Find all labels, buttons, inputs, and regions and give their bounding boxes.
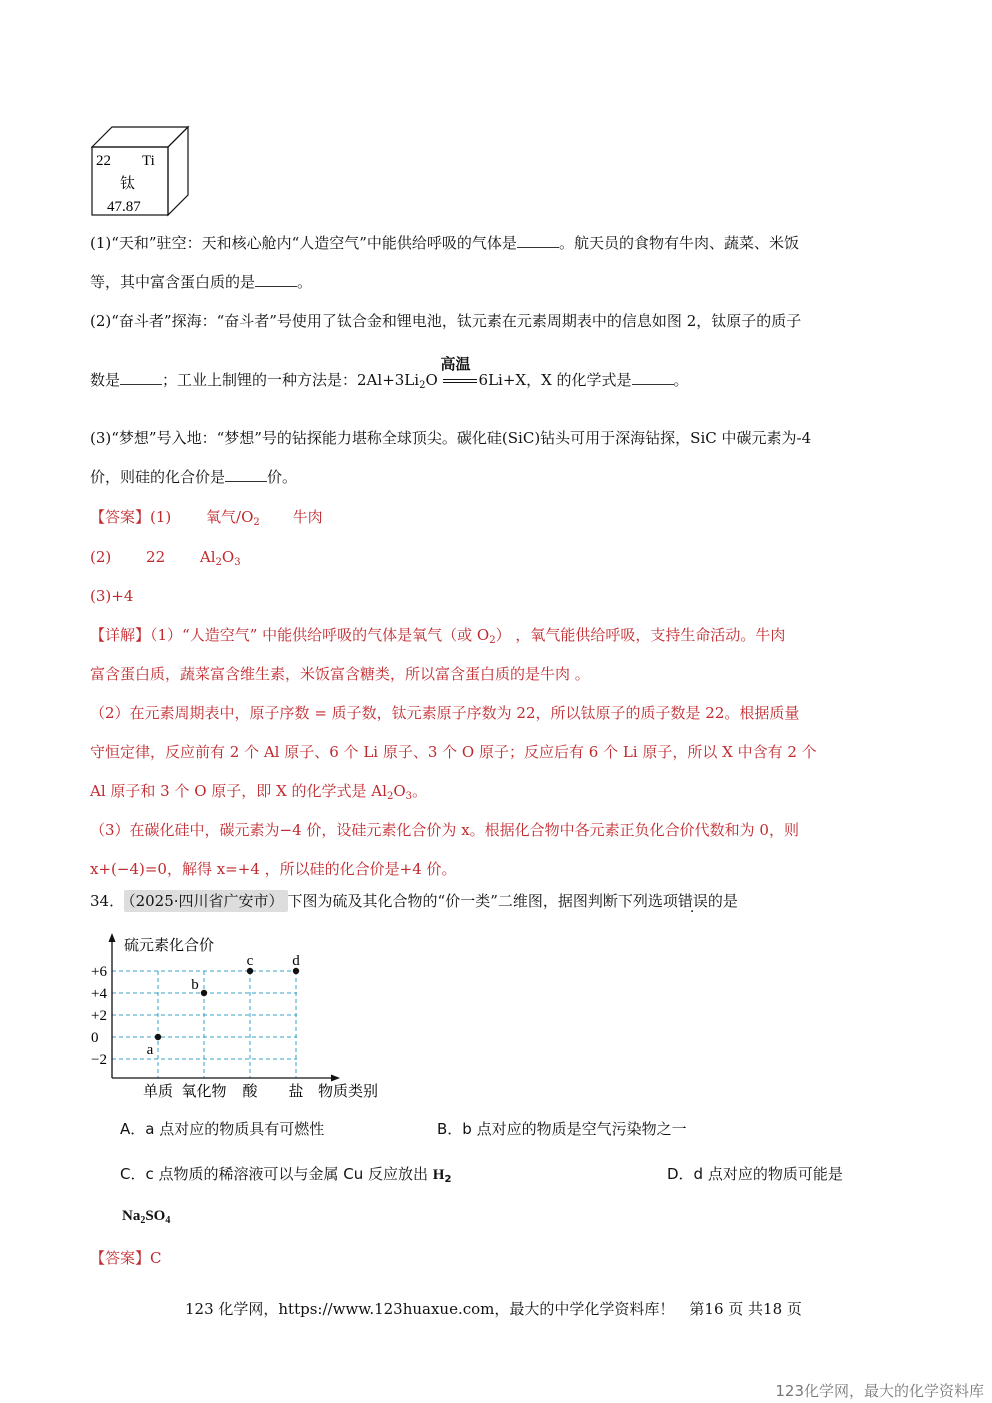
detail-label: 【详解】	[90, 626, 151, 644]
detail-text: （3）在碳化硅中，碳元素为−4 价，设硅元素化合价为 x。根据化合物中各元素正负化合价代数和为 0，则	[90, 821, 799, 839]
q33-part2-line1	[90, 311, 801, 331]
q33-part3-line2	[90, 467, 297, 487]
detail-text: 。	[412, 782, 428, 800]
x-tick-label: 盐	[288, 1082, 304, 1100]
sulfur-valence-category-chart	[90, 928, 400, 1104]
answer-blank	[517, 233, 559, 248]
answer-value: 牛肉	[292, 508, 323, 526]
q33-text: ；工业上制锂的一种方法是：2Al+3Li	[162, 371, 420, 389]
y-tick-label: 0	[91, 1030, 99, 1046]
answer34	[90, 1248, 162, 1268]
reaction-condition: 高温	[440, 355, 471, 373]
q33-text: 价，则硅的化合价是	[90, 468, 226, 486]
detail33-line5: Al 原子和 3 个 O 原子，即 X 的化学式是 $Al_2O_3$。	[90, 782, 428, 802]
q33-part1-line2	[90, 272, 312, 292]
y-axis-label: 硫元素化合价	[124, 936, 215, 954]
y-tick-label: +4	[91, 986, 107, 1002]
question-number: 34．	[90, 892, 125, 910]
question-stem: 的是	[707, 892, 738, 910]
watermark: 123化学网，最大的化学资料库	[775, 1382, 984, 1400]
element-mass: 47.87	[107, 199, 141, 215]
titanium-element-card	[90, 125, 190, 221]
question-stem: 下图为硫及其化合物的“价一类”二维图，据图判断下列选项	[287, 892, 678, 910]
q34-stem	[90, 891, 738, 911]
y-tick-label: −2	[91, 1052, 107, 1068]
point-label-c: c	[246, 953, 254, 969]
option-d-formula: $Na_2SO_4$	[122, 1208, 171, 1226]
page-footer: 123 化学网，https://www.123huaxue.com，最大的中学化学资料库！ 第16 页 共18 页	[185, 1300, 802, 1318]
formula-part: SO	[145, 1208, 166, 1224]
point-label-a: a	[146, 1042, 154, 1058]
chart-grid	[112, 971, 297, 1078]
answer-label: 【答案】	[90, 508, 151, 526]
q33-part1-line1	[90, 233, 799, 253]
x-tick-label: 单质	[142, 1082, 174, 1100]
answer33-line2: (2) 22 $Al_2O_3$	[90, 548, 241, 568]
option-b-text: B．b 点对应的物质是空气污染物之一	[437, 1120, 687, 1138]
answer33-line3	[90, 586, 133, 606]
detail33-line4	[90, 742, 817, 762]
q33-text: 。航天员的食物有牛肉、蔬菜、米饭	[558, 234, 799, 252]
detail-text: （1）“人造空气” 中能供给呼吸的气体是氧气（或 O	[150, 626, 490, 644]
q33-text: 。	[673, 371, 689, 389]
answer-value: Al	[199, 548, 216, 566]
answer-label: 【答案】	[90, 1249, 151, 1267]
data-point-b	[201, 990, 207, 996]
detail33-line3	[90, 703, 799, 723]
option-d-text: D．d 点对应的物质可能是	[667, 1165, 843, 1183]
formula-part: Na	[122, 1208, 141, 1224]
detail-text: 守恒定律，反应前有 2 个 Al 原子、6 个 Li 原子、3 个 O 原子；反应后有 6 个 Li 原子，所以 X 中含有 2 个	[90, 743, 817, 761]
answer-blank	[632, 370, 674, 385]
x-tick-label: 氧化物	[181, 1082, 227, 1100]
element-symbol: Ti	[142, 153, 155, 169]
q33-text: (1)“天和”驻空：天和核心舱内“人造空气”中能供给呼吸的气体是	[90, 234, 517, 252]
emphasized-word: 错误	[677, 892, 708, 910]
detail-text: ） ，氧气能供给呼吸，支持生命活动。牛肉	[495, 626, 786, 644]
detail-text: （2）在元素周期表中，原子序数 = 质子数，钛元素原子序数为 22，所以钛原子的质子数是 22。根据质量	[90, 704, 800, 722]
answer-blank	[225, 467, 267, 482]
answer-part-number: (2)	[90, 548, 112, 566]
answer-blank	[120, 370, 162, 385]
answer-value: (3)+4	[90, 587, 134, 605]
point-label-d: d	[292, 953, 300, 969]
point-label-b: b	[191, 977, 199, 993]
detail-text: O	[393, 782, 406, 800]
option-c[interactable]: C．c 点物质的稀溶液可以与金属 Cu 反应放出 $H_2$	[120, 1165, 452, 1185]
answer33-line1: 【答案】(1) 氧气$/O_2$ 牛肉	[90, 508, 323, 528]
x-axis-arrow	[331, 1075, 340, 1082]
detail-text: Al 原子和 3 个 O 原子，即 X 的化学式是 Al	[90, 782, 387, 800]
option-d[interactable]	[667, 1163, 843, 1184]
option-c-formula: H	[432, 1167, 445, 1183]
element-name: 钛	[120, 174, 136, 192]
q33-text: O	[425, 371, 438, 389]
q33-text: 价。	[267, 468, 298, 486]
option-c-text: C．c 点物质的稀溶液可以与金属 Cu 反应放出	[120, 1165, 433, 1183]
q33-text: 等，其中富含蛋白质的是	[90, 273, 256, 291]
detail33-line6	[90, 820, 799, 840]
detail-text: x+(−4)=0，解得 x=+4 ，所以硅的化合价是+4 价。	[90, 860, 457, 878]
q33-text: 6Li+X，X 的化学式是	[478, 371, 632, 389]
y-tick-label: +6	[91, 964, 107, 980]
y-axis-arrow	[109, 933, 116, 942]
option-a[interactable]	[120, 1118, 324, 1139]
detail-text: 富含蛋白质，蔬菜富含维生素，米饭富含糖类，所以富含蛋白质的是牛肉 。	[90, 665, 590, 683]
q33-part3-line1	[90, 428, 811, 448]
q33-text: 数是	[90, 371, 121, 389]
q33-text: 。	[297, 273, 313, 291]
question-source-tag: （2025·四川省广安市）	[124, 890, 287, 912]
answer-value: 22	[146, 548, 166, 566]
answer-part-number: (1)	[150, 508, 172, 526]
q33-text: (3)“梦想”号入地：“梦想”号的钻探能力堪称全球顶尖。碳化硅(SiC)钻头可用于深海钻探，SiC 中碳元素为-4	[90, 429, 812, 447]
detail33-line2	[90, 664, 590, 684]
option-a-text: A．a 点对应的物质具有可燃性	[120, 1120, 325, 1138]
x-tick-label: 酸	[242, 1082, 258, 1100]
y-tick-label: +2	[91, 1008, 107, 1024]
q33-text: (2)“奋斗者”探海：“奋斗者”号使用了钛合金和锂电池，钛元素在元素周期表中的信息如图 2，钛原子的质子	[90, 312, 802, 330]
answer-value: O	[221, 548, 235, 566]
answer-blank	[255, 272, 297, 287]
reaction-condition-equals	[440, 355, 479, 388]
option-b[interactable]	[437, 1118, 687, 1139]
q33-part2-line2: 数是 ；工业上制锂的一种方法是：$2Al+3Li_2O$ 高温 6Li+X，X 的化学式是 。	[90, 355, 689, 391]
detail33-line1: 【详解】（1）“人造空气” 中能供给呼吸的气体是氧气（或 $O_2$） ，氧气能供给呼吸，支持生命活动。牛肉	[90, 626, 786, 646]
answer-value: C	[150, 1249, 162, 1267]
detail33-line7	[90, 859, 457, 879]
x-axis-label: 物质类别	[318, 1082, 379, 1100]
data-point-a	[155, 1034, 161, 1040]
answer-value: 氧气/O	[206, 508, 254, 526]
element-number: 22	[96, 153, 111, 169]
